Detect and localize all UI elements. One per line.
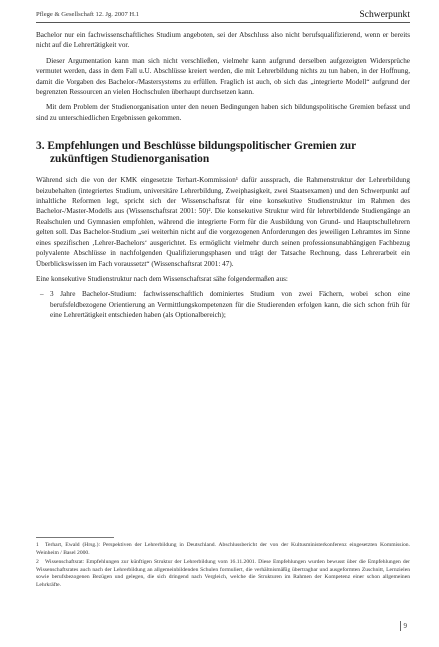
paragraph-5: Eine konsekutive Studienstruktur nach dem Wissenschaftsrat sähe folgendermaßen aus:: [36, 274, 288, 283]
footnote-divider: [36, 537, 114, 538]
paragraph-2: Dieser Argumentation kann man sich nicht verschließen, vielmehr kann aufgrund derselben aufgezeigten Widersprüche vermutet werden, dass in dem Fall u.U. Abschlüsse kreiert werden, die mit Lehrerbildung nichts zu tun haben, in der Hoffnung, damit die Vorgaben des Bachelor-/Mastersystems zu erfüllen. Fraglich ist auch, ob sich das „integrierte Modell“ aufgrund der begrenzten Ressourcen an vielen Hochschulen überhaupt durchsetzen kann.: [36, 56, 410, 97]
section-heading: 3. Empfehlungen und Beschlüsse bildungspolitischer Gremien zur zukünftigen Studienorganisation: [36, 140, 356, 166]
footnote-text: Terhart, Ewald (Hrsg.): Perspektiven der Lehrerbildung in Deutschland. Abschlussbericht der von der Kultusministerkonferenz eingesetzten Kommission. Weinheim / Basel 2000.: [36, 542, 410, 556]
bullet-dash: –: [40, 290, 44, 299]
section-title: Schwerpunkt: [359, 9, 410, 20]
footnotes: [36, 537, 410, 592]
footnote: [36, 559, 410, 589]
footnote-number: 2: [36, 559, 39, 566]
paragraph-4: Während sich die von der KMK eingesetzte Terhart-Kommission¹ dafür aussprach, die Rahmenstruktur der Lehrerbildung beizubehalten (integriertes Studium, universitäre Lehrerbildung, Zweiphasigkeit, zwei Staatsexamen) und den Schwerpunkt auf inhaltliche Reformen legt, spricht sich der Wissenschaftsrat für eine konsekutive Studienstruktur im Rahmen des Bachelor-/Master-Modells aus (Wissenschaftsrat 2001: 50)². Die konsekutive Struktur wird für lehrerbildende Studiengänge an Realschulen und Gymnasien empfohlen, während die integrierte Form für die Ausbildung von Grund- und Hauptschullehrern gelten soll. Das Bachelor-Studium „sei weiterhin nicht auf die vorgezogenen Anforderungen des jeweiligen Lehramtes im Sinne eines spezifischen ‚Lehrer-Bachelors‘ ausgerichtet. Es ermöglicht vielmehr durch seinen professionsunabhängigen Fachbezug polyvalente Abschlüsse in nachfolgenden Qualifizierungsphasen und trägt der Tatsache Rechnung, dass Lehrerarbeit ein Überblickswissen im Fach voraussetzt“ (Wissenschaftsrat 2001: 47).: [36, 176, 410, 268]
paragraph-3: Mit dem Problem der Studienorganisation unter den neuen Bedingungen haben sich bildungspolitische Gremien befasst und sind zu unterschiedlichen Ergebnissen gekommen.: [36, 103, 410, 122]
journal-citation: Pflege & Gesellschaft 12. Jg. 2007 H.1: [36, 11, 140, 18]
footnote-number: 1: [36, 542, 39, 548]
list-item-text: 3 Jahre Bachelor-Studium: fachwissenschaftlich dominiertes Studium von zwei Fächern, wobei schon eine berufsfeldbezogene Orientierung an Vermittlungskompetenzen für die Studierenden erfolgen kann, die sich schon früh für eine Lehrertätigkeit entschieden haben (als Optionalbereich);: [50, 290, 410, 320]
running-header: [36, 8, 410, 23]
footnote-text: Wissenschaftsrat: Empfehlungen zur künftigen Struktur der Lehrerbildung vom 16.11.2001. Diese Empfehlungen wurden bewusst über die Empfehlungen der Wissenschaftsrates auch nach der Lehrerbildung an allgemeinbildenden Schulen formuliert, die verhältnismäßig übertragbar und ausgeformten Zuschnitt, Lernzielen sowie berufsbezogenen Bezügen und gelegen, die sich dringend nach Vergleich, welche die Strukturen im Rahmen der Kompetenz einer schon allgemeinen Lehrkräfte.: [36, 559, 410, 588]
paragraph-1: Bachelor nur ein fachwissenschaftliches Studium angeboten, sei der Abschluss also nicht berufsqualifizierend, wenn er bereits nicht auf die Lehrertätigkeit vor.: [36, 31, 410, 50]
list-item: [36, 289, 410, 320]
main-text: [36, 30, 410, 327]
footnote: [36, 542, 410, 557]
page-number: 9: [400, 621, 411, 631]
